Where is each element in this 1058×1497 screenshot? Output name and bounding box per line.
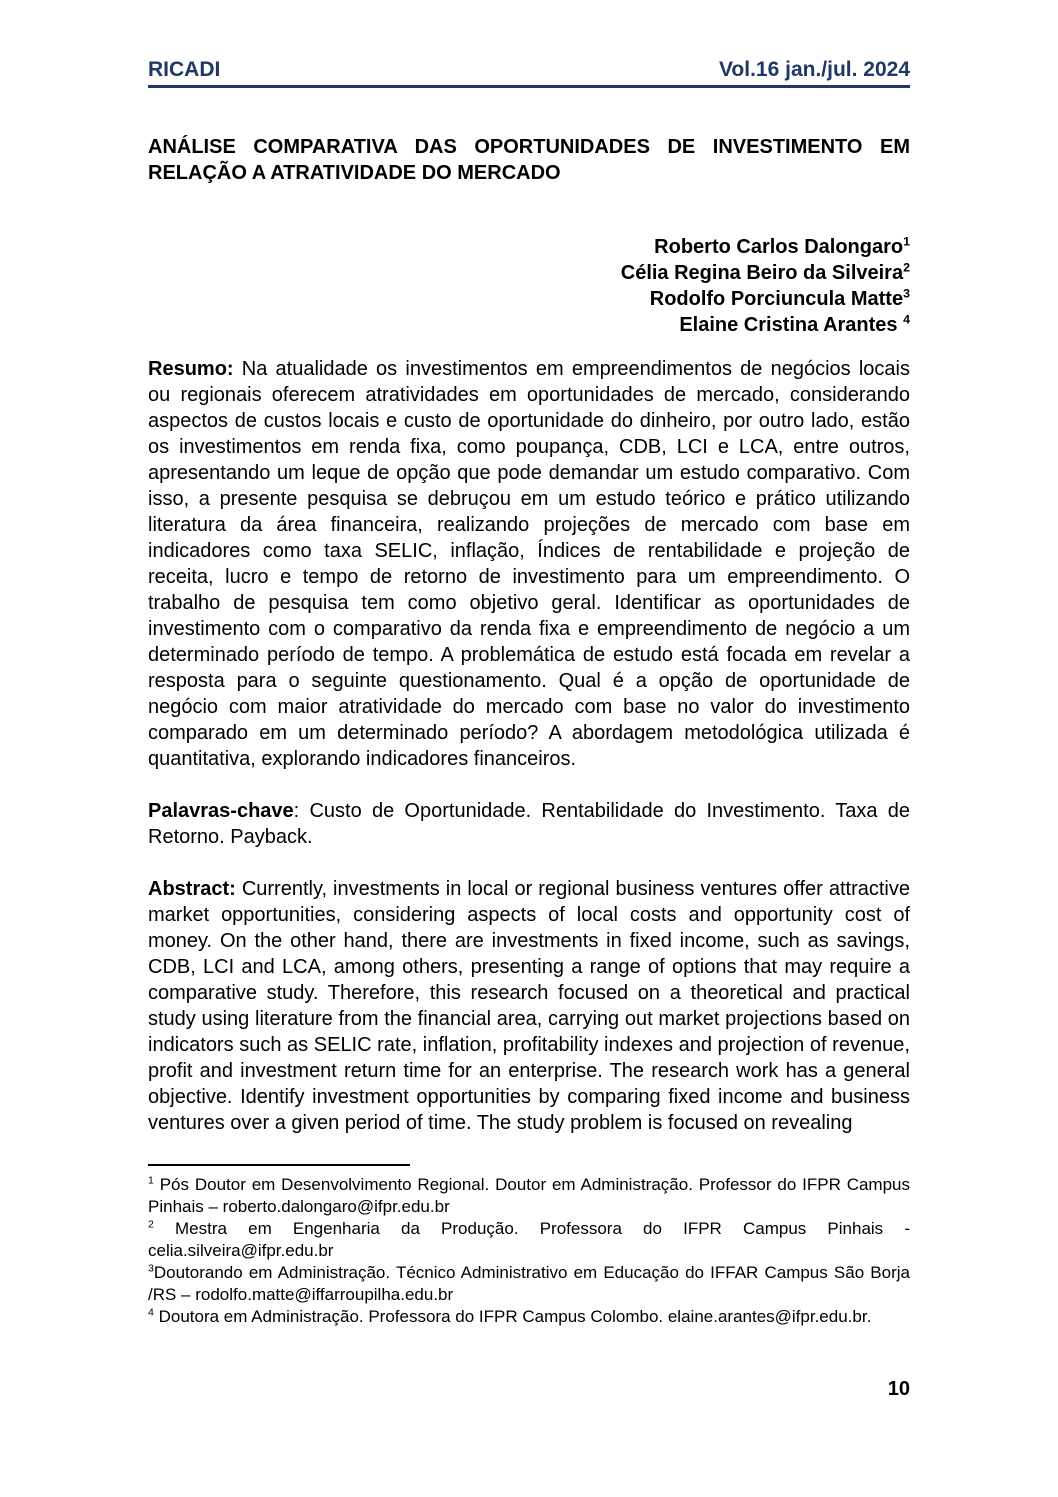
- journal-name: RICADI: [148, 58, 221, 81]
- author-line: [148, 312, 910, 338]
- footnote-item: [148, 1218, 910, 1262]
- author-line: [148, 260, 910, 286]
- keywords-label: Palavras-chave: [148, 800, 294, 822]
- footnote-marker: 3: [148, 1262, 154, 1275]
- footnote-text: Mestra em Engenharia da Produção. Professora do IFPR Campus Pinhais - celia.silveira@ifpr.edu.br: [148, 1219, 910, 1260]
- footnote-item: [148, 1262, 910, 1306]
- journal-header: [148, 58, 910, 88]
- abstract-text: Currently, investments in local or regional business ventures offer attractive market opportunities, considering aspects of local costs and opportunity cost of money. On the other hand, there are investments in fixed income, such as savings, CDB, LCI and LCA, among others, presenting a range of options that may require a comparative study. Therefore, this research focused on a theoretical and practical study using literature from the financial area, carrying out market projections based on indicators such as SELIC rate, inflation, profitability indexes and projection of revenue, profit and investment return time for an enterprise. The research work has a general objective. Identify investment opportunities by comparing fixed income and business ventures over a given period of time. The study problem is focused on revealing: [148, 878, 910, 1134]
- abstract-paragraph: [148, 876, 910, 1136]
- author-line: [148, 234, 910, 260]
- resumo-paragraph: [148, 356, 910, 772]
- author-name: Célia Regina Beiro da Silveira: [620, 262, 904, 284]
- author-footnote-ref: 1: [903, 234, 910, 249]
- footnote-separator: [148, 1164, 410, 1166]
- resumo-text: Na atualidade os investimentos em empreendimentos de negócios locais ou regionais oferecem atratividades em oportunidades de mercado, considerando aspectos de custos locais e custo de oportunidade do dinheiro, por outro lado, estão os investimentos em renda fixa, como poupança, CDB, LCI e LCA, entre outros, apresentando um leque de opção que pode demandar um estudo comparativo. Com isso, a presente pesquisa se debruçou em um estudo teórico e prático utilizando literatura da área financeira, realizando projeções de mercado com base em indicadores como taxa SELIC, inflação, Índices de rentabilidade e projeção de receita, lucro e tempo de retorno de investimento para um empreendimento. O trabalho de pesquisa tem como objetivo geral. Identificar as oportunidades de investimento com o comparativo da renda fixa e empreendimento de negócio a um determinado período de tempo. A problemática de estudo está focada em revelar a resposta para o seguinte questionamento. Qual é a opção de oportunidade de negócio com maior atratividade do mercado com base no valor do investimento comparado em um determinado período? A abordagem metodológica utilizada é quantitativa, explorando indicadores financeiros.: [148, 358, 910, 770]
- footnote-item: [148, 1306, 910, 1328]
- footnote-text: Doutorando em Administração. Técnico Administrativo em Educação do IFFAR Campus São Borja /RS – rodolfo.matte@iffarroupilha.edu.br: [148, 1263, 910, 1304]
- author-name: Rodolfo Porciuncula Matte: [649, 288, 904, 310]
- footnote-text: Doutora em Administração. Professora do IFPR Campus Colombo. elaine.arantes@ifpr.edu.br.: [153, 1307, 872, 1326]
- footnotes-section: [148, 1164, 910, 1328]
- author-name: Elaine Cristina Arantes: [679, 314, 904, 336]
- footnote-item: [148, 1174, 910, 1218]
- author-footnote-ref: 4: [903, 312, 910, 327]
- footnote-text: Pós Doutor em Desenvolvimento Regional. Doutor em Administração. Professor do IFPR Campus Pinhais – roberto.dalongaro@ifpr.edu.br: [148, 1175, 910, 1216]
- footnote-marker: 2: [148, 1218, 154, 1231]
- author-footnote-ref: 2: [903, 260, 910, 275]
- abstract-label: Abstract:: [148, 878, 236, 900]
- page-number: 10: [887, 1378, 910, 1400]
- author-list: [148, 234, 910, 338]
- footnote-marker: 4: [148, 1306, 154, 1319]
- footnote-marker: 1: [148, 1174, 154, 1187]
- keywords-paragraph: [148, 798, 910, 850]
- author-name: Roberto Carlos Dalongaro: [654, 236, 904, 258]
- article-title: ANÁLISE COMPARATIVA DAS OPORTUNIDADES DE INVESTIMENTO EM RELAÇÃO A ATRATIVIDADE DO MERCADO: [148, 136, 910, 184]
- keywords-text: : Custo de Oportunidade. Rentabilidade do Investimento. Taxa de Retorno. Payback.: [148, 800, 910, 848]
- resumo-label: Resumo:: [148, 358, 234, 380]
- author-line: [148, 286, 910, 312]
- journal-volume: Vol.16 jan./jul. 2024: [718, 58, 910, 81]
- author-footnote-ref: 3: [903, 286, 910, 301]
